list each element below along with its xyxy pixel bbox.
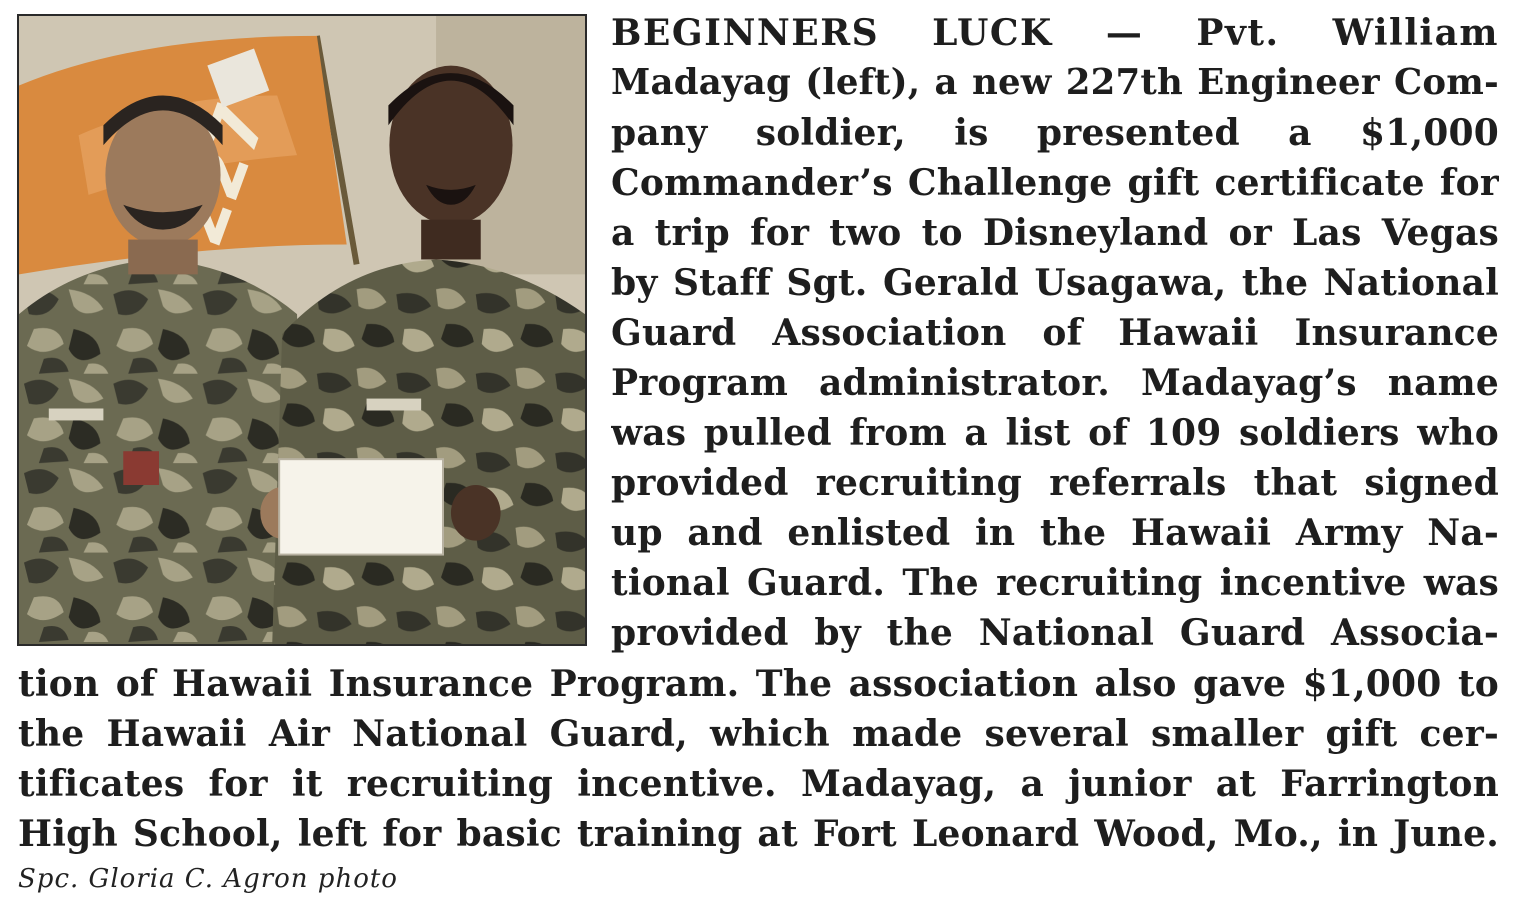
caption-line-2: Madayag (left), a new 227th Engineer Com- (611, 62, 1499, 103)
caption-line-11: up and enlisted in the Hawaii Army Na- (611, 512, 1499, 554)
caption-line-8: Program administrator. Madayag’s name (611, 362, 1499, 404)
caption-line-12: tional Guard. The recruiting incentive was (611, 562, 1499, 604)
caption-line-4: Commander’s Challenge gift certificate for (611, 162, 1499, 204)
caption-line-7: Guard Association of Hawaii Insurance (611, 312, 1499, 354)
caption-line-16: tificates for it recruiting incentive. Madayag, a junior at Farrington (18, 763, 1499, 805)
caption-line-17: High School, left for basic training at Fort Leonard Wood, Mo., in June. (18, 813, 1499, 855)
caption-line-6: by Staff Sgt. Gerald Usagawa, the National (611, 262, 1499, 304)
soldiers-photo-illustration (19, 16, 585, 644)
caption-line-10: provided recruiting referrals that signed (611, 462, 1499, 504)
caption-line-9: was pulled from a list of 109 soldiers who (611, 412, 1499, 454)
photo (17, 14, 587, 646)
caption-line-1: BEGINNERS LUCK — Pvt. William (611, 12, 1499, 54)
caption-line-14: tion of Hawaii Insurance Program. The association also gave $1,000 to (18, 663, 1499, 705)
photo-credit: Spc. Gloria C. Agron photo (18, 864, 398, 894)
caption-line-5: a trip for two to Disneyland or Las Vegas (611, 212, 1499, 254)
caption-line-13: provided by the National Guard Associa- (611, 612, 1499, 654)
caption-line-15: the Hawaii Air National Guard, which made several smaller gift cer- (18, 713, 1499, 755)
caption-line-3: pany soldier, is presented a $1,000 (611, 112, 1499, 154)
